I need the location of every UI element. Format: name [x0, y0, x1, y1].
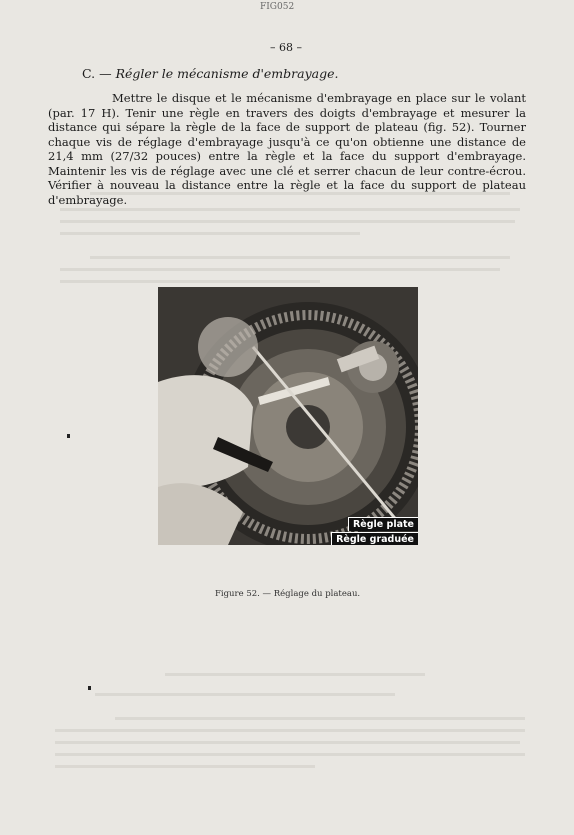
figure-caption: Figure 52. — Réglage du plateau.	[215, 589, 361, 599]
figure-photo	[158, 287, 418, 545]
margin-mark	[67, 434, 70, 438]
label-regle-plate: Règle plate	[348, 517, 418, 531]
paragraph: Mettre le disque et le mécanisme d'embrayage en place sur le volant (par. 17 H). Tenir une règle en travers des doigts d'embrayage et mesurer la distance qui sépare la règle de la face de support de plateau (fig. 52). Tourner chaque vis de réglage d'embrayage jusqu'à ce qu'on obtienne une distance de 21,4 mm (27/32 pouces) entre la règle et la face du support d'embrayage. Maintenir les vis de réglage avec une clé et serrer chacun de leur contre-écrou. Vérifier à nouveau la distance entre la règle et la face du support de plateau d'embrayage.	[48, 91, 526, 207]
label-regle-graduee: Règle graduée	[331, 532, 418, 545]
section-title: Régler le mécanisme d'embrayage.	[115, 66, 339, 81]
page-number: – 68 –	[270, 41, 302, 54]
section-heading	[82, 66, 338, 81]
bleed-through-lines-lower	[55, 665, 535, 785]
section-marker: C. —	[82, 66, 112, 81]
clutch-photo-illustration	[158, 287, 418, 545]
bleed-through-lower	[55, 665, 535, 785]
body-text	[48, 91, 526, 207]
margin-mark-lower	[88, 686, 91, 690]
running-head: FIG052	[260, 2, 295, 12]
